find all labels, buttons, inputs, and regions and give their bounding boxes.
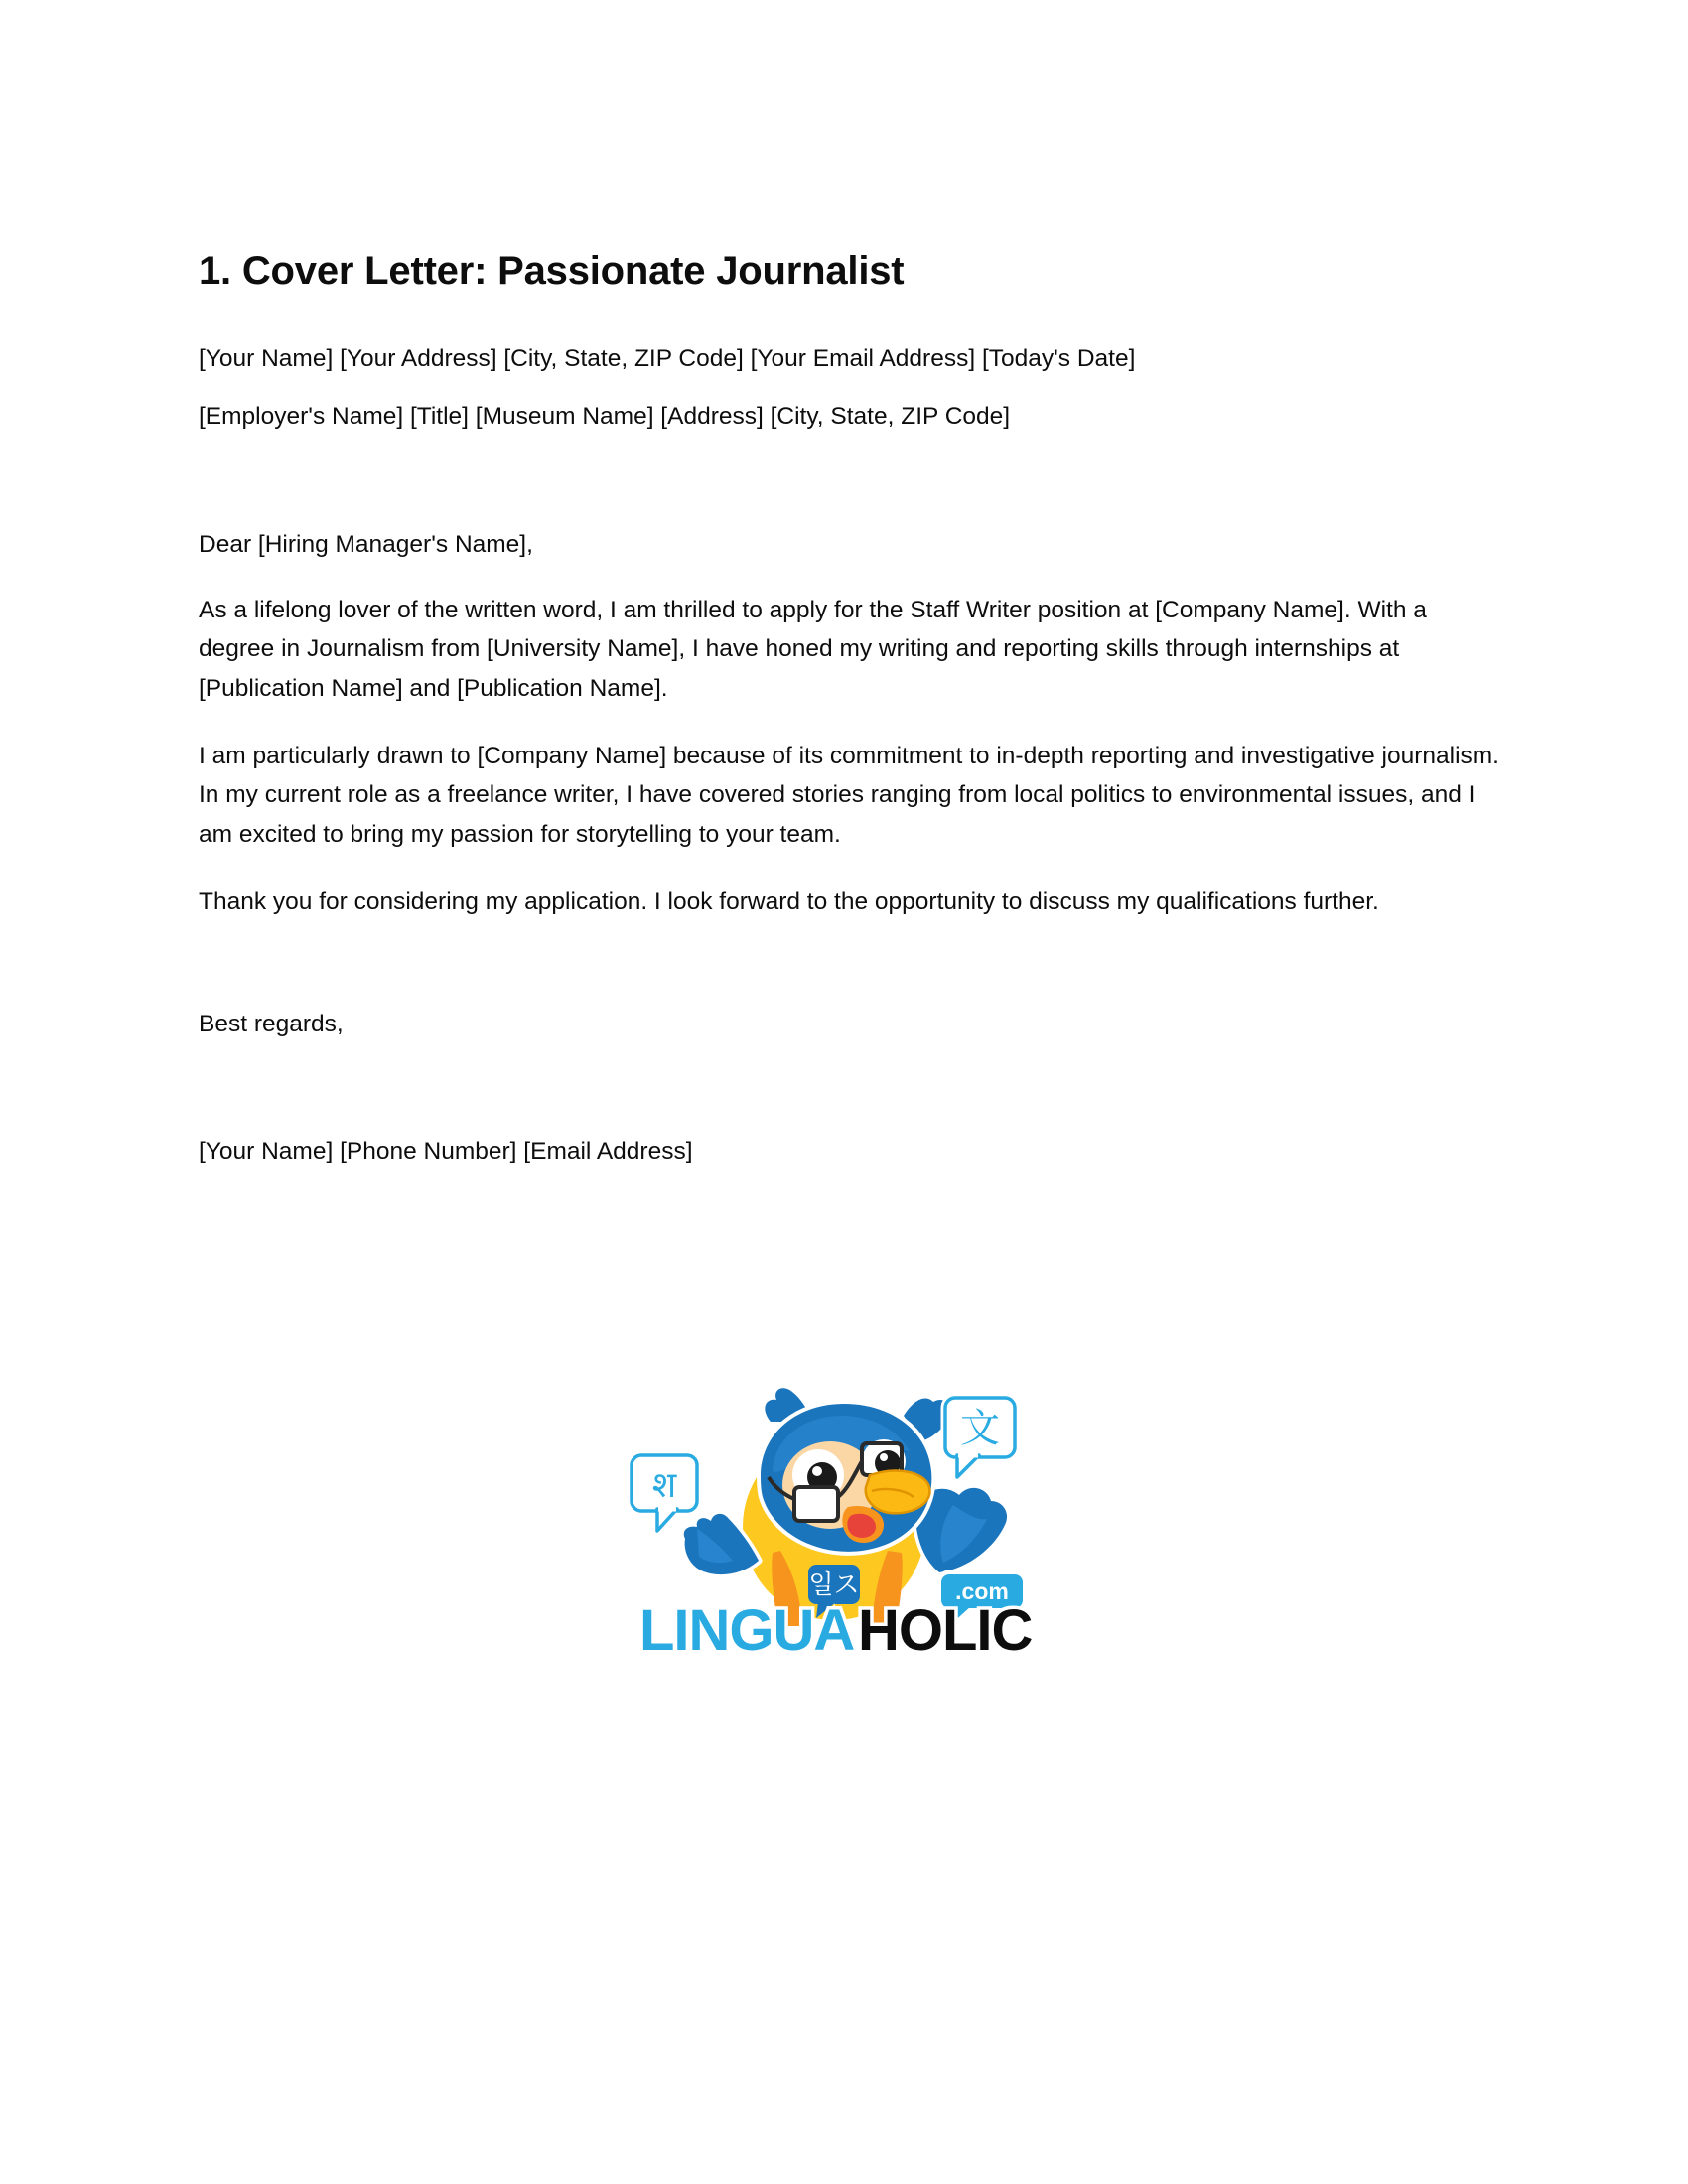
mascot-beak bbox=[866, 1471, 930, 1514]
speech-bubble-right bbox=[945, 1398, 1015, 1477]
linguaholic-logo bbox=[624, 1380, 1051, 1668]
logo-wordmark bbox=[639, 1598, 1033, 1663]
sender-address-block: [Your Name] [Your Address] [City, State, ZIP Code] [Your Email Address] [Today's Date] bbox=[199, 345, 1136, 372]
wordmark-holic: HOLIC bbox=[858, 1598, 1033, 1663]
closing-spacer bbox=[199, 949, 1501, 1007]
signature-block: [Your Name] [Phone Number] [Email Address] bbox=[199, 1137, 693, 1164]
page-title: 1. Cover Letter: Passionate Journalist bbox=[199, 249, 905, 293]
signature-spacer bbox=[199, 1042, 1501, 1134]
body-paragraph-3: Thank you for considering my application. I look forward to the opportunity to discuss my qualifications further. bbox=[199, 887, 1379, 915]
bubble-chest-characters: 일ス bbox=[808, 1570, 860, 1600]
wordmark-lingua: LINGUA bbox=[639, 1598, 855, 1663]
speech-bubble-left bbox=[632, 1455, 697, 1531]
domain-badge-label: .com bbox=[955, 1578, 1009, 1604]
bubble-left-character: श bbox=[651, 1465, 677, 1506]
body-paragraph-2: I am particularly drawn to [Company Name] because of its commitment to in-depth reporting and investigative journalism. In my current role as a freelance writer, I have covered stories ranging from local politics to environmental issues, and I am excited to bring my passion for storytelling to your team. bbox=[199, 742, 1499, 848]
body-paragraph-1: As a lifelong lover of the written word, I am thrilled to apply for the Staff Writer position at [Company Name]. With a degree in Journalism from [University Name], I have honed my writing and reporting skills through internships at [Publication Name] and [Publication Name]. bbox=[199, 596, 1427, 702]
salutation-line: Dear [Hiring Manager's Name], bbox=[199, 531, 533, 559]
closing-line: Best regards, bbox=[199, 1011, 344, 1038]
recipient-address-block: [Employer's Name] [Title] [Museum Name] [Address] [City, State, ZIP Code] bbox=[199, 402, 1011, 430]
bubble-right-character: 文 bbox=[960, 1406, 1000, 1451]
address-body-spacer bbox=[199, 456, 1501, 527]
letter-content bbox=[199, 0, 1501, 1168]
title-spacer bbox=[199, 294, 1501, 341]
logo-artwork bbox=[624, 1380, 1051, 1668]
